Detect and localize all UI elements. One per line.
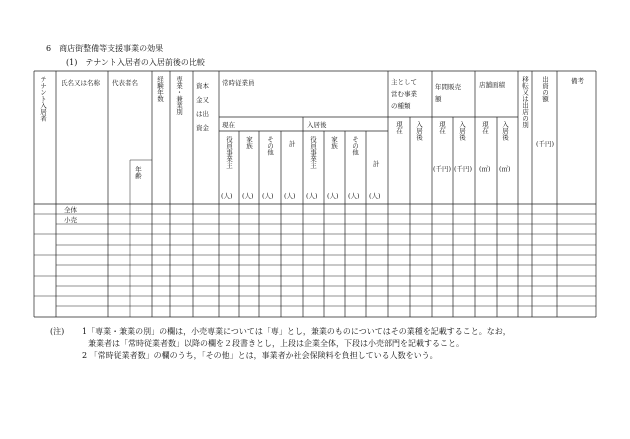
goods-current: 現在 xyxy=(395,121,403,134)
after-family: 家族 xyxy=(330,136,338,149)
employees-current: 現在 xyxy=(222,121,235,129)
unit-area-after: (㎡) xyxy=(499,165,511,173)
current-total: 計 xyxy=(289,140,296,148)
unit-area-current: (㎡) xyxy=(479,165,491,173)
col-age: 年齢 xyxy=(134,166,142,179)
col-remarks: 備考 xyxy=(571,77,584,85)
col-relocation: 移転又は出店の別 xyxy=(521,76,529,128)
col-investment: 出資の額 xyxy=(541,76,549,102)
col-capital xyxy=(196,79,218,135)
unit-people-5: (人) xyxy=(306,192,318,200)
note-1-line-2: 兼業者は「常時従業者数」以降の欄を２段書きとし，上段は企業全体，下段は小売部門を記載すること。 xyxy=(88,339,464,348)
unit-people-8: (人) xyxy=(369,192,381,200)
col-annual-sales xyxy=(435,81,475,105)
col-main-goods-line2: 営む事業 xyxy=(391,90,417,98)
col-representative: 代表者名 xyxy=(112,79,138,87)
col-main-goods-line1: 主として xyxy=(391,78,417,86)
unit-people-6: (人) xyxy=(327,192,339,200)
col-floor-area: 店舗面積 xyxy=(479,81,505,89)
col-capital-line2: 金又 xyxy=(196,96,209,104)
unit-people-7: (人) xyxy=(348,192,360,200)
after-total: 計 xyxy=(373,160,380,168)
unit-people-1: (人) xyxy=(221,192,233,200)
col-annual-sales-line1: 年間販売 xyxy=(435,83,461,91)
employees-after: 入居後 xyxy=(307,121,327,129)
current-others: その他 xyxy=(266,136,274,156)
current-family: 家族 xyxy=(245,136,253,149)
row-label-retail: 小売 xyxy=(64,216,77,224)
subsection-heading: (1) テナント入居者の入居前後の比較 xyxy=(66,58,205,67)
goods-after: 入居後 xyxy=(415,121,423,141)
unit-people-4: (人) xyxy=(284,192,296,200)
col-capital-line4: 資金 xyxy=(196,124,209,132)
col-employees: 常時従業員 xyxy=(222,79,255,87)
current-officers: 役員事業主 xyxy=(225,136,233,169)
row-label-all: 全体 xyxy=(64,206,77,214)
col-tenant: テナント入居者 xyxy=(39,76,47,122)
notes-label: (注) xyxy=(50,327,65,336)
section-heading: 6 商店街整備等支援事業の効果 xyxy=(46,44,164,53)
sales-current: 現在 xyxy=(438,121,446,134)
col-main-goods-line3: の種類 xyxy=(391,102,411,110)
sales-after: 入居後 xyxy=(458,121,466,141)
area-after: 入居後 xyxy=(501,121,509,141)
col-business-type: 専業・兼業別 xyxy=(175,76,183,115)
unit-sales-after: (千円) xyxy=(454,165,473,173)
after-officers: 役員事業主 xyxy=(309,136,317,169)
unit-sales-current: (千円) xyxy=(433,165,452,173)
note-1-line-1: 1「専業・兼業の別」の欄は，小売専業については「専」とし，兼業のものについてはその業種を記載すること。なお， xyxy=(82,327,511,336)
unit-investment: (千円) xyxy=(536,140,555,148)
col-years: 経験年数 xyxy=(156,76,164,102)
unit-people-2: (人) xyxy=(242,192,254,200)
after-others: その他 xyxy=(351,136,359,156)
area-current: 現在 xyxy=(481,121,489,134)
col-capital-line1: 資本 xyxy=(196,82,209,90)
col-main-goods xyxy=(391,76,431,112)
col-name: 氏名又は名称 xyxy=(61,79,100,87)
unit-people-3: (人) xyxy=(262,192,274,200)
note-2: 2 「常時従業者数」の欄のうち，「その他」とは，事業者か社会保険料を負担している人数をいう。 xyxy=(82,351,438,360)
col-capital-line3: は出 xyxy=(196,110,209,118)
col-annual-sales-line2: 額 xyxy=(435,95,442,103)
